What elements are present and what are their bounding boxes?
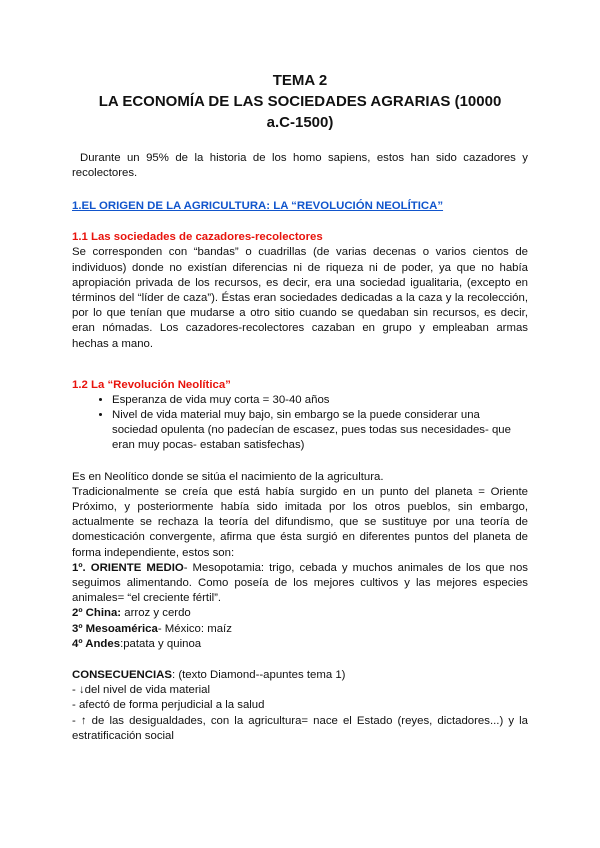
subsection-1-2-heading: 1.2 La “Revolución Neolítica” (72, 378, 231, 391)
neolithic-paragraph-2: Tradicionalmente se creía que está había surgido en un punto del planeta = Oriente Próximo, y posteriormente había sido imitada por los otros pueblos, sin embargo, actualmente se rechaza la teoría del difundismo, que se sustituye por una teoría de domesticación convergente, afirma que ésta surgió en diferentes puntos del planeta de forma independiente, estos son: (72, 485, 528, 559)
origin-item-1 (72, 561, 528, 607)
origin-text: arroz y cerdo (121, 607, 191, 620)
section-1-heading[interactable]: 1.EL ORIGEN DE LA AGRICULTURA: LA “REVOLUCIÓN NEOLÍTICA” (72, 200, 444, 213)
subsection-1-1-heading: 1.1 Las sociedades de cazadores-recolectores (72, 231, 323, 244)
origin-item-3 (72, 622, 528, 637)
intro-paragraph: Durante un 95% de la historia de los homo sapiens, estos han sido cazadores y recolectores. (72, 152, 528, 180)
origin-label: 1º. ORIENTE MEDIO (72, 561, 184, 574)
consequences-heading (72, 668, 528, 683)
title-line-3: a.C-1500) (266, 114, 334, 131)
consequence-item: - ↑ de las desigualdades, con la agricultura= nace el Estado (reyes, dictadores...) y la estratificación social (72, 714, 528, 742)
bullet-item: • Esperanza de vida muy corta = 30-40 años (112, 393, 528, 408)
title-line-1: TEMA 2 (272, 72, 328, 89)
consequences-note: : (texto Diamond--apuntes tema 1) (172, 669, 346, 682)
origin-label: 2º China: (72, 607, 122, 620)
title-line-2: LA ECONOMÍA DE LAS SOCIEDADES AGRARIAS (10000 (98, 93, 502, 110)
document-page (72, 70, 528, 744)
origin-text: - Mesopotamia: trigo, cebada y muchos animales de los que nos seguimos alimentando. Como poseía de los mejores cultivos y las mejores especies animales= “el creciente fértil”. (72, 561, 528, 605)
origin-item-4 (72, 637, 528, 652)
subsection-1-1-body: Se corresponden con “bandas” o cuadrillas (de varias decenas o varios cientos de individuos) donde no existían diferencias ni de riqueza ni de poder, ya que no había apropiación privada de los recursos, es decir, era una sociedad igualitaria, (excepto en términos del “líder de caza”). Éstas eran sociedades dedicadas a la caza y la recolección, por lo que tenían que mudarse a otro sitio cuando se quedaban sin recursos, es decir, eran nómadas. Los cazadores-recolectores cazaban en grupo y empleaban armas hechas a mano. (72, 246, 528, 350)
origin-label: 4º Andes (72, 637, 121, 650)
neolithic-paragraph-1: Es en Neolítico donde se sitúa el nacimiento de la agricultura. (72, 470, 384, 483)
origin-label: 3º Mesoamérica (72, 622, 158, 635)
origin-item-2 (72, 606, 528, 621)
consequence-item: - afectó de forma perjudicial a la salud (72, 699, 265, 712)
consequences-label: CONSECUENCIAS (72, 669, 172, 682)
consequence-item: - ↓del nivel de vida material (72, 684, 211, 697)
neolithic-bullet-list (72, 393, 528, 454)
bullet-item: • Nivel de vida material muy bajo, sin embargo se la puede considerar una sociedad opulenta (no padecían de escasez, pues todas sus necesidades- que eran muy pocas- estaban satisfechas) (112, 408, 528, 454)
origin-text: - México: maíz (157, 622, 232, 635)
origin-text: :patata y quinoa (120, 637, 202, 650)
